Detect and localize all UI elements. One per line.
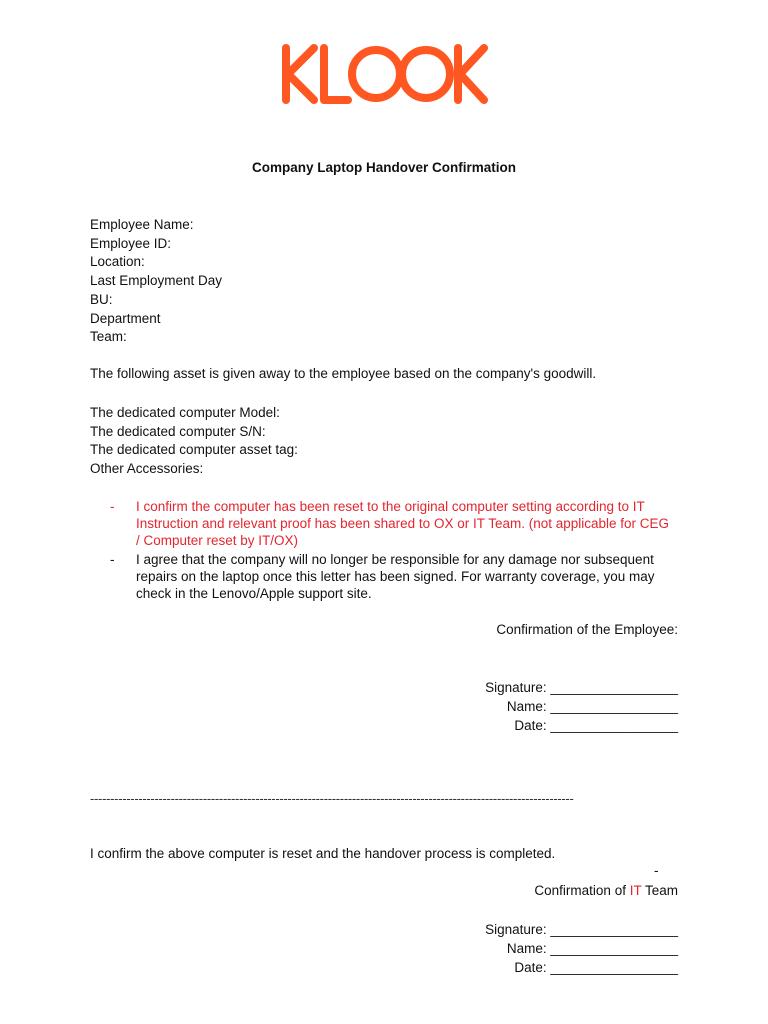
page-title: Company Laptop Handover Confirmation — [251, 160, 516, 175]
bullet-marker: - — [110, 552, 115, 567]
employee-signature-block — [485, 678, 678, 735]
bullet-text-liability: I agree that the company will no longer be responsible for any damage nor subsequent repairs on the laptop once this letter has been signed. For warranty coverage, you may check in the Lenovo/Apple support site. — [136, 552, 655, 601]
field-bu: BU: — [90, 291, 113, 307]
it-name-line: Name: _________________ — [506, 941, 678, 956]
employee-date-line: Date: _________________ — [514, 718, 678, 733]
field-location: Location: — [90, 254, 145, 270]
field-employee-id: Employee ID: — [90, 235, 172, 251]
asset-fields — [90, 404, 298, 479]
klook-logo — [280, 44, 488, 104]
field-computer-sn: The dedicated computer S/N: — [90, 423, 266, 439]
employee-signature-line: Signature: _________________ — [485, 680, 678, 695]
employee-name-line: Name: _________________ — [506, 699, 678, 714]
it-signature-line: Signature: _________________ — [485, 922, 678, 937]
it-signature-block — [485, 920, 678, 977]
field-team: Team: — [90, 329, 127, 345]
employee-fields — [90, 216, 222, 347]
it-confirmation-prefix: Confirmation of — [534, 883, 630, 898]
it-statement: I confirm the above computer is reset and the handover process is completed. — [90, 846, 556, 861]
intro-text: The following asset is given away to the employee based on the company's goodwill. — [90, 366, 597, 381]
field-other-accessories: Other Accessories: — [90, 461, 204, 477]
field-computer-model: The dedicated computer Model: — [90, 405, 280, 420]
bullet-text-reset: I confirm the computer has been reset to the original computer setting according to IT Instruction and relevant proof has been shared to OX or IT Team. (not applicable for CEG / Computer reset by IT/OX) — [136, 499, 670, 548]
it-date-line: Date: _________________ — [514, 960, 678, 975]
it-confirmation-highlight: IT — [629, 883, 642, 898]
employee-confirmation-label: Confirmation of the Employee: — [496, 622, 678, 637]
it-confirmation-label — [534, 883, 678, 898]
bullet-marker: - — [110, 499, 115, 514]
field-asset-tag: The dedicated computer asset tag: — [90, 442, 298, 458]
stray-dash: - — [654, 863, 659, 878]
it-confirmation-suffix: Team — [641, 883, 678, 898]
list-item — [110, 498, 670, 549]
list-item — [110, 551, 670, 602]
field-last-employment-day: Last Employment Day — [90, 273, 223, 289]
conditions-list — [110, 498, 670, 604]
field-employee-name: Employee Name: — [90, 217, 194, 232]
field-department: Department — [90, 310, 161, 326]
separator-line: ------------------------------------------------------------------------------------------------------------------------ — [90, 791, 574, 806]
